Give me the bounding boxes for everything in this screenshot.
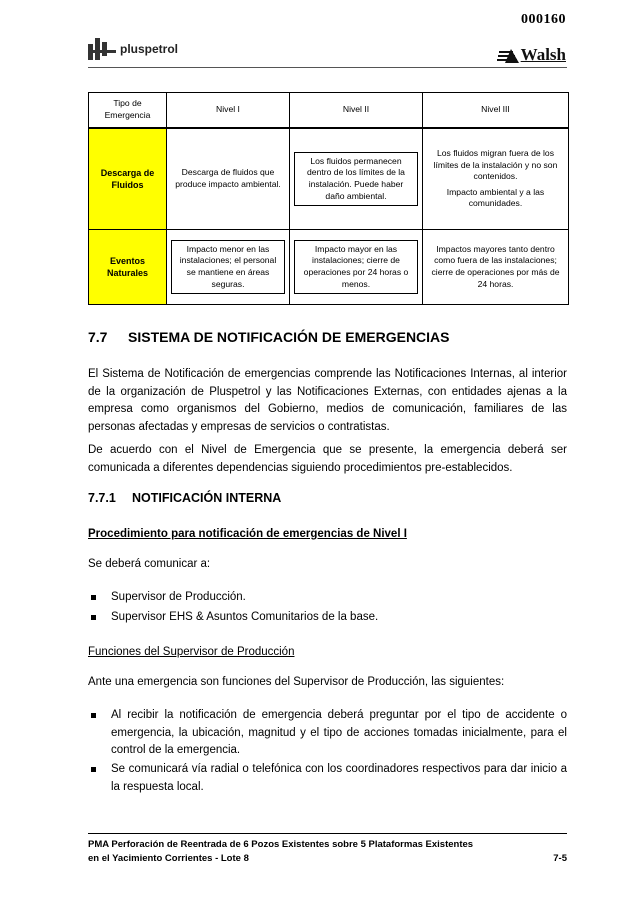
header-level-3: Nivel III — [423, 93, 569, 129]
level-2-cell — [290, 128, 423, 230]
list-item — [88, 589, 567, 607]
level-3-text-a: Los fluidos migran fuera de los límites de la instalación y no son contenidos. — [433, 148, 558, 182]
header-level-2: Nivel II — [290, 93, 423, 129]
function-text: Al recibir la notificación de emergencia deberá preguntar por el tipo de accidente o emergencia, la ubicación, magnitud y el tipo de acciones tomadas inicialmente, para el control de la emergencia. — [111, 709, 567, 756]
functions-intro: Ante una emergencia son funciones del Supervisor de Producción, las siguientes: — [88, 676, 505, 688]
emergency-levels-table — [88, 92, 569, 305]
footer-line-1: PMA Perforación de Reentrada de 6 Pozos Existentes sobre 5 Plataformas Existentes — [88, 839, 474, 850]
communicate-to-text: Se deberá comunicar a: — [88, 558, 211, 570]
list-item — [88, 761, 567, 796]
row-type-cell: Eventos Naturales — [89, 230, 167, 305]
document-number: 000160 — [521, 12, 566, 27]
level-2-text: Impacto mayor en las instalaciones; cierre de operaciones por 24 horas o menos. — [294, 240, 418, 294]
page-footer — [88, 838, 567, 866]
header-type: Tipo de Emergencia — [89, 93, 167, 129]
section-heading — [88, 329, 450, 345]
function-text: Se comunicará vía radial o telefónica con los coordinadores respectivos para dar inicio a la respuesta local. — [111, 763, 567, 793]
table-row — [89, 230, 569, 305]
recipient-text: Supervisor EHS & Asuntos Comunitarios de la base. — [111, 611, 379, 623]
subsection-heading — [88, 491, 281, 505]
page-number: 7-5 — [553, 853, 567, 864]
footer-divider — [88, 833, 567, 834]
header-level-1: Nivel I — [167, 93, 290, 129]
pluspetrol-logo-text: pluspetrol — [120, 42, 179, 56]
section-paragraph-2: De acuerdo con el Nivel de Emergencia que se presente, la emergencia deberá ser comunicada a diferentes dependencias siguiendo procedimientos pre-establecidos. — [88, 444, 567, 474]
level-3-cell — [423, 128, 569, 230]
recipient-text: Supervisor de Producción. — [111, 591, 246, 603]
procedure-title: Procedimiento para notificación de emergencias de Nivel I — [88, 528, 407, 540]
level-3-cell: Impactos mayores tanto dentro como fuera de las instalaciones; cierre de operaciones por más de 24 horas. — [423, 230, 569, 305]
level-1-text: Impacto menor en las instalaciones; el personal se mantiene en áreas seguras. — [171, 240, 285, 294]
level-2-text: Los fluidos permanecen dentro de los límites de la instalación. Puede haber daño ambiental. — [294, 152, 418, 206]
walsh-logo-icon — [497, 49, 519, 63]
level-1-cell — [167, 230, 290, 305]
bullet-icon — [88, 589, 111, 607]
table-header-row — [89, 93, 569, 129]
table-row — [89, 128, 569, 230]
list-item — [88, 609, 567, 627]
section-title: SISTEMA DE NOTIFICACIÓN DE EMERGENCIAS — [128, 329, 450, 345]
level-1-cell: Descarga de fluidos que produce impacto ambiental. — [167, 128, 290, 230]
list-item — [88, 707, 567, 760]
walsh-logo — [497, 46, 566, 63]
pluspetrol-logo — [88, 38, 178, 60]
pluspetrol-logo-icon — [88, 38, 116, 60]
subsection-number: 7.7.1 — [88, 491, 116, 505]
section-paragraph-1: El Sistema de Notificación de emergencias comprende las Notificaciones Internas, al interior de la organización de Pluspetrol y las Notificaciones Externas, con entidades ajenas a la empresa como organismos del Gobierno, medios de comunicación, familiares de las personas afectadas y empresas de servicios o contratistas. — [88, 368, 567, 433]
footer-line-2: en el Yacimiento Corrientes - Lote 8 — [88, 853, 249, 864]
functions-title: Funciones del Supervisor de Producción — [88, 646, 295, 658]
walsh-logo-text: Walsh — [520, 45, 566, 64]
level-3-text-b: Impacto ambiental y a las comunidades. — [446, 186, 545, 209]
bullet-icon — [88, 707, 111, 760]
header-divider — [88, 67, 567, 68]
bullet-icon — [88, 761, 111, 796]
section-number: 7.7 — [88, 329, 108, 345]
level-2-cell — [290, 230, 423, 305]
subsection-title: NOTIFICACIÓN INTERNA — [132, 491, 282, 505]
bullet-icon — [88, 609, 111, 627]
row-type-cell: Descarga de Fluidos — [89, 128, 167, 230]
